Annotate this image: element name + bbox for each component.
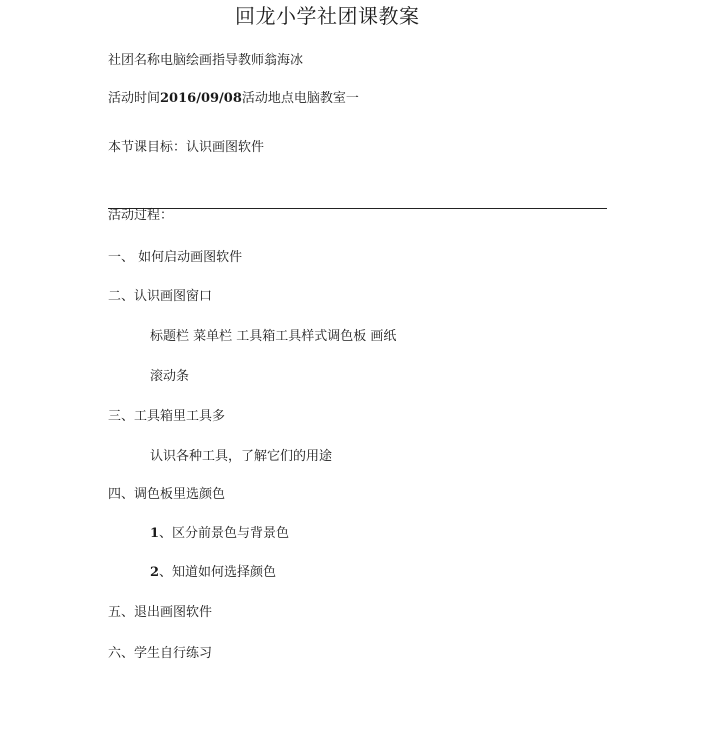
horizontal-rule [108, 208, 607, 209]
step-5: 五、退出画图软件 [108, 605, 213, 620]
tools-note: 认识各种工具，了解它们的用途 [150, 449, 333, 464]
color-item-1-text: 、区分前景色与背景色 [159, 526, 290, 541]
color-item-1-number: 1 [150, 526, 160, 541]
step-2: 二、认识画图窗口 [108, 289, 213, 304]
activity-time-line [108, 91, 359, 107]
color-item-1 [150, 526, 289, 542]
step-1: 一、 如何启动画图软件 [108, 250, 243, 265]
step-3: 三、工具箱里工具多 [108, 409, 226, 424]
lesson-goal: 本节课目标：认识画图软件 [108, 140, 265, 155]
window-parts-line-2: 滚动条 [150, 369, 190, 384]
step-6: 六、学生自行练习 [108, 646, 213, 661]
window-parts-line-1: 标题栏 菜单栏 工具箱工具样式调色板 画纸 [150, 329, 397, 344]
activity-location: 活动地点电脑教室一 [241, 91, 359, 106]
step-4: 四、调色板里选颜色 [108, 487, 226, 502]
activity-time-label: 活动时间 [108, 91, 161, 106]
club-info-line: 社团名称电脑绘画指导教师翁海冰 [108, 53, 304, 68]
color-item-2-text: 、知道如何选择颜色 [159, 565, 277, 580]
activity-date: 2016/09/08 [160, 91, 242, 106]
document-title: 回龙小学社团课教案 [235, 4, 420, 28]
color-item-2-number: 2 [150, 565, 160, 580]
process-label: 活动过程： [108, 208, 174, 223]
color-item-2 [150, 565, 276, 581]
